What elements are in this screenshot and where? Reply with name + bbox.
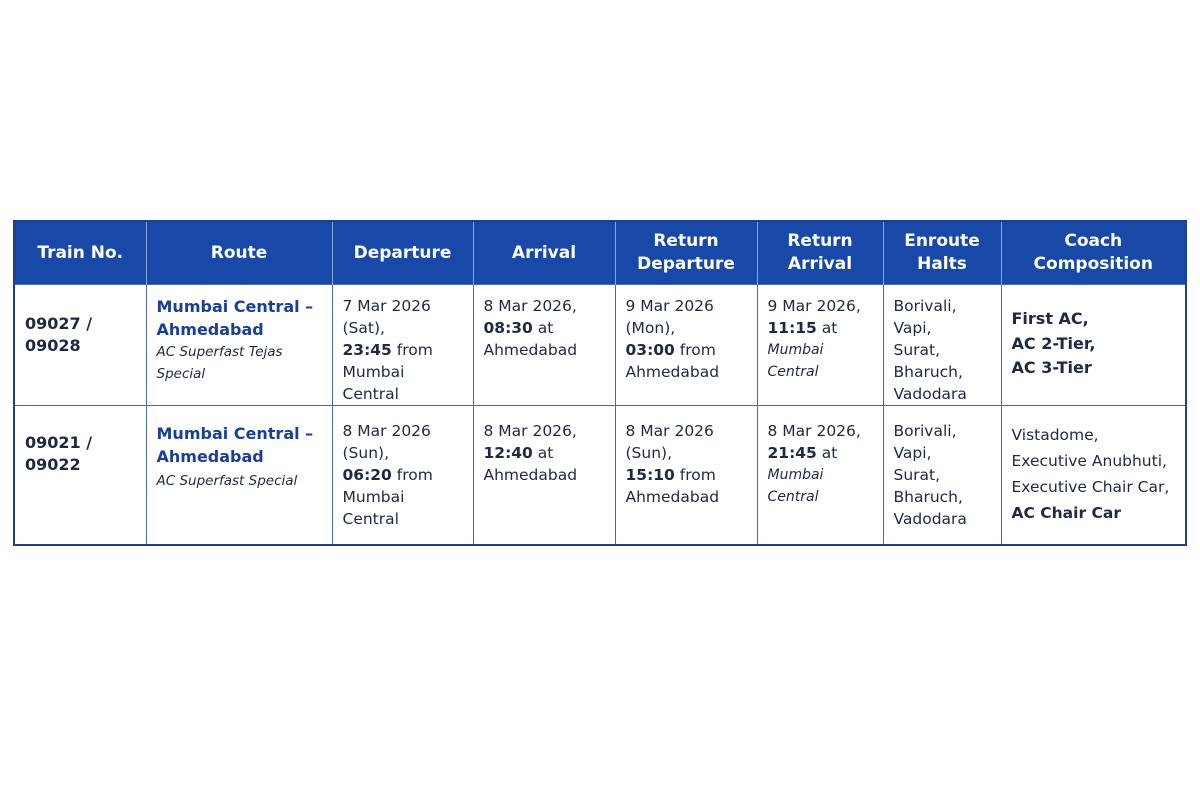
return-arrival-time-line [768, 442, 875, 464]
route-cell [146, 406, 332, 544]
halt-line-3: Bharuch, [893, 488, 963, 506]
header-enroute-line2: Halts [917, 254, 967, 274]
return-arrival-cell [757, 285, 883, 406]
halt-line-2: Surat, [893, 466, 941, 484]
return-departure-cell [615, 285, 757, 406]
return-departure-place: Ahmedabad [625, 363, 720, 381]
header-arrival: Arrival [473, 221, 615, 285]
arrival-cell [473, 406, 615, 544]
return-departure-from: from [674, 341, 716, 359]
halt-line-1: Borivali, Vapi, [893, 422, 957, 462]
header-return-arrival-line2: Arrival [787, 254, 853, 274]
arrival-at: at [532, 319, 554, 337]
return-departure-place: Ahmedabad [625, 488, 720, 506]
arrival-time-line [484, 442, 607, 464]
return-arrival-date: 9 Mar 2026, [767, 297, 861, 315]
coach-line-2: Executive Anubhuti, [1011, 452, 1167, 470]
enroute-halts-cell [883, 285, 1001, 406]
departure-time: 23:45 [342, 341, 392, 359]
arrival-place: Ahmedabad [483, 341, 578, 359]
departure-date: 7 Mar 2026 (Sat), [342, 297, 431, 337]
header-return-arrival [757, 221, 883, 285]
route-name-line1: Mumbai Central – [156, 424, 314, 443]
header-coach-composition: Coach Composition [1001, 221, 1185, 285]
arrival-date: 8 Mar 2026, [483, 422, 577, 440]
header-row [15, 221, 1185, 285]
return-arrival-time: 11:15 [767, 319, 817, 337]
header-return-arrival-line1: Return [787, 231, 853, 251]
route-name-line2: Ahmedabad [156, 447, 264, 466]
return-arrival-place: Mumbai Central [767, 342, 824, 380]
return-departure-time: 03:00 [625, 341, 675, 359]
departure-time-line [343, 339, 465, 361]
return-departure-time-line [626, 339, 749, 361]
coach-composition-cell [1001, 406, 1185, 544]
return-departure-date: 9 Mar 2026 (Mon), [625, 297, 714, 337]
return-arrival-time-line [768, 317, 875, 339]
header-enroute-halts [883, 221, 1001, 285]
departure-from: from [391, 466, 433, 484]
departure-cell [332, 285, 473, 406]
route-type: AC Superfast Tejas Special [156, 344, 283, 382]
coach-line-4: AC Chair Car [1011, 504, 1121, 522]
arrival-at: at [532, 444, 554, 462]
return-arrival-cell [757, 406, 883, 544]
route-cell [146, 285, 332, 406]
arrival-time-line [484, 317, 607, 339]
return-arrival-time: 21:45 [767, 444, 817, 462]
departure-date: 8 Mar 2026 (Sun), [342, 422, 431, 462]
return-arrival-at: at [816, 319, 838, 337]
coach-line-1: First AC, [1011, 309, 1089, 328]
route-name-line2: Ahmedabad [156, 320, 264, 339]
departure-time: 06:20 [342, 466, 392, 484]
return-arrival-place: Mumbai Central [767, 467, 824, 505]
coach-composition-cell [1001, 285, 1185, 406]
route-type: AC Superfast Special [156, 473, 298, 489]
halt-line-2: Surat, [893, 341, 941, 359]
route-name-line1: Mumbai Central – [156, 297, 314, 316]
header-departure: Departure [332, 221, 473, 285]
header-route: Route [146, 221, 332, 285]
train-schedule-table [13, 220, 1187, 546]
arrival-place: Ahmedabad [483, 466, 578, 484]
header-train-no: Train No. [15, 221, 146, 285]
halt-line-1: Borivali, Vapi, [893, 297, 957, 337]
departure-from: from [391, 341, 433, 359]
header-return-departure-line1: Return [653, 231, 719, 251]
departure-place: Mumbai Central [342, 363, 405, 403]
return-departure-time: 15:10 [625, 466, 675, 484]
departure-place: Mumbai Central [342, 488, 405, 528]
arrival-time: 08:30 [483, 319, 533, 337]
schedule-grid [15, 220, 1185, 544]
table-row [15, 285, 1185, 406]
return-departure-from: from [674, 466, 716, 484]
departure-cell [332, 406, 473, 544]
coach-line-1: Vistadome, [1011, 426, 1099, 444]
arrival-time: 12:40 [483, 444, 533, 462]
halt-line-3: Bharuch, [893, 363, 963, 381]
arrival-date: 8 Mar 2026, [483, 297, 577, 315]
return-arrival-at: at [816, 444, 838, 462]
header-return-departure [615, 221, 757, 285]
coach-line-2: AC 2-Tier, [1011, 333, 1096, 353]
train-number-cell: 09021 / 09022 [15, 406, 146, 544]
header-return-departure-line2: Departure [637, 254, 735, 274]
coach-line-3: AC 3-Tier [1011, 358, 1092, 377]
halt-line-4: Vadodara [893, 385, 967, 403]
header-enroute-line1: Enroute [904, 231, 980, 251]
arrival-cell [473, 285, 615, 406]
return-departure-date: 8 Mar 2026 (Sun), [625, 422, 714, 462]
coach-line-3: Executive Chair Car, [1011, 478, 1170, 496]
departure-time-line [343, 464, 465, 486]
return-departure-cell [615, 406, 757, 544]
return-departure-time-line [626, 464, 749, 486]
train-number-cell: 09027 / 09028 [15, 285, 146, 406]
table-row [15, 406, 1185, 544]
return-arrival-date: 8 Mar 2026, [767, 422, 861, 440]
enroute-halts-cell [883, 406, 1001, 544]
halt-line-4: Vadodara [893, 510, 967, 528]
